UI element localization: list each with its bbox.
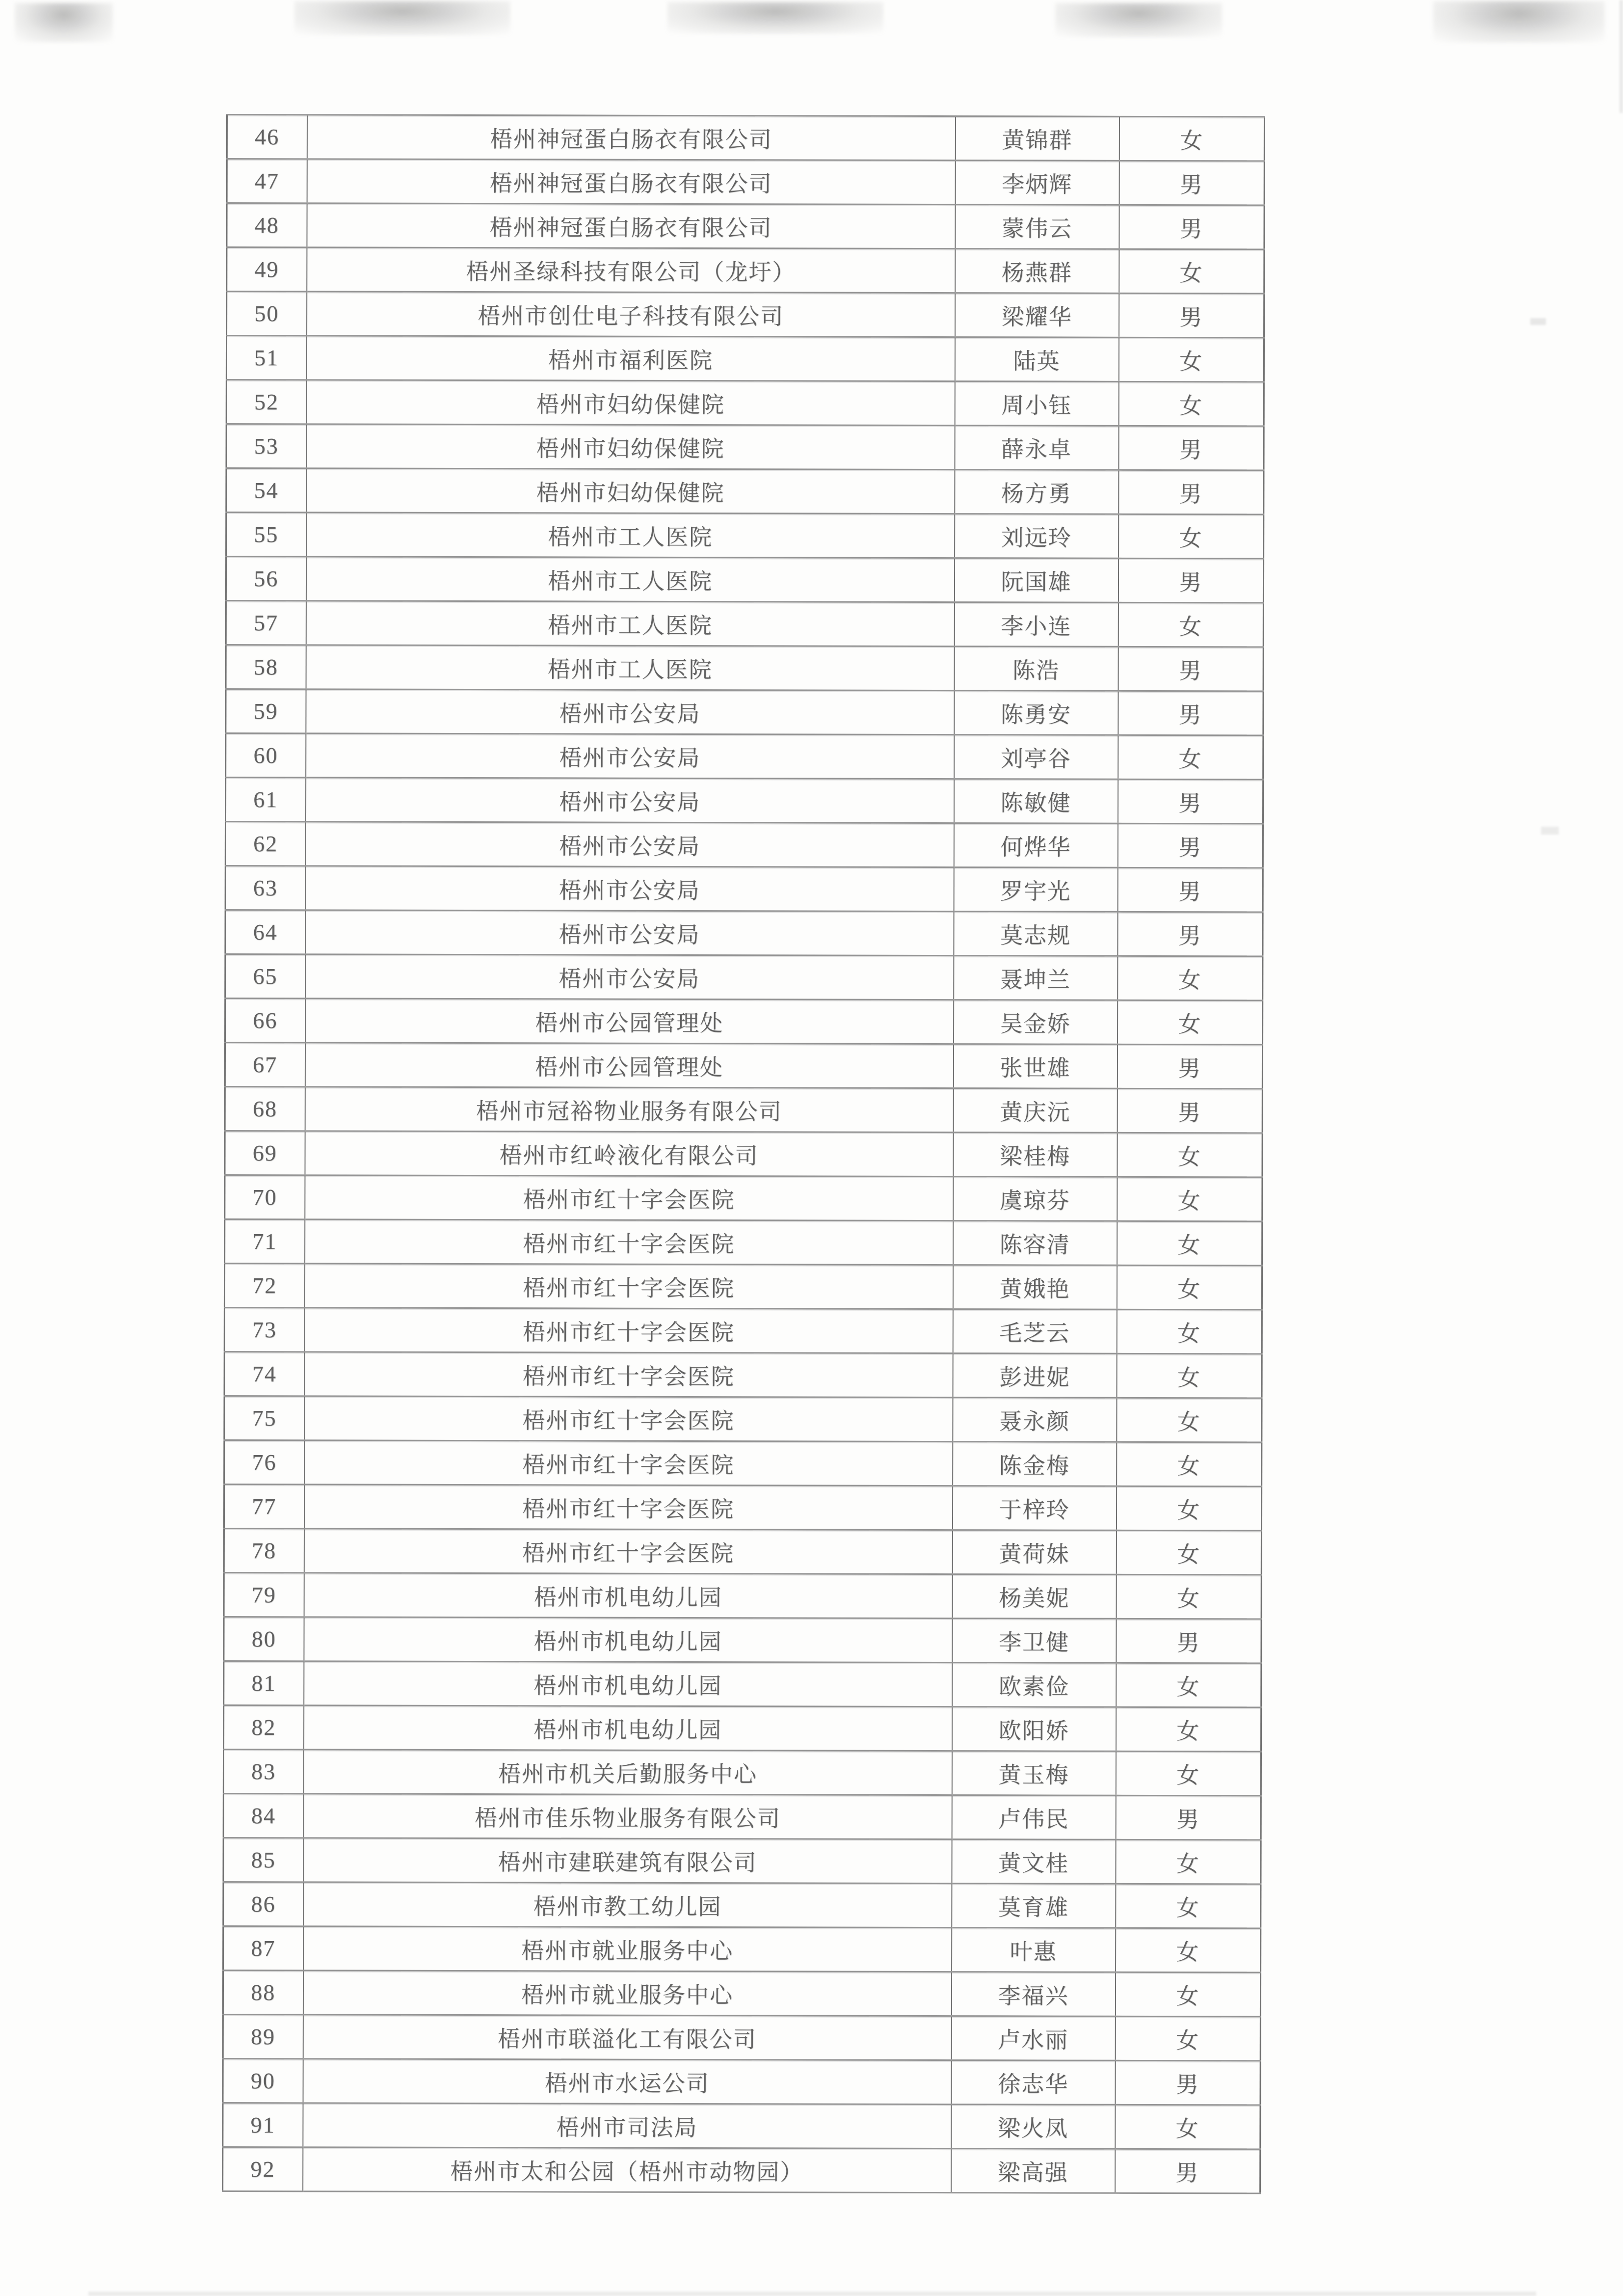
organization-cell: 梧州神冠蛋白肠衣有限公司 — [307, 203, 955, 249]
organization-cell: 梧州市红十字会医院 — [304, 1264, 953, 1309]
row-number-cell: 86 — [223, 1882, 303, 1926]
organization-cell: 梧州市公安局 — [305, 866, 954, 912]
gender-cell: 男 — [1117, 1044, 1262, 1089]
person-name-cell: 黄玉梅 — [952, 1751, 1116, 1796]
gender-cell: 女 — [1116, 1663, 1261, 1707]
person-name-cell: 莫育雄 — [952, 1884, 1116, 1928]
gender-cell: 女 — [1116, 1707, 1261, 1752]
organization-cell: 梧州市公安局 — [306, 689, 954, 735]
scanner-artifact — [1055, 3, 1222, 37]
gender-cell: 男 — [1119, 161, 1264, 205]
table-row — [223, 2014, 1260, 2060]
table-row — [223, 2103, 1260, 2149]
table-row — [225, 1219, 1262, 1265]
row-number-cell: 69 — [225, 1131, 305, 1175]
organization-cell: 梧州市红十字会医院 — [304, 1308, 953, 1353]
person-name-cell: 刘亭谷 — [954, 735, 1118, 780]
row-number-cell: 65 — [225, 954, 305, 998]
gender-cell: 女 — [1117, 1398, 1262, 1442]
row-number-cell: 80 — [224, 1617, 304, 1661]
person-name-cell: 陆英 — [955, 337, 1118, 382]
gender-cell: 女 — [1115, 2105, 1260, 2149]
table-row — [224, 1572, 1261, 1619]
person-name-cell: 梁火凤 — [951, 2105, 1115, 2149]
organization-cell: 梧州市红十字会医院 — [305, 1175, 953, 1221]
roster-table-body — [223, 115, 1265, 2193]
gender-cell: 女 — [1117, 1000, 1263, 1045]
organization-cell: 梧州市工人医院 — [306, 557, 954, 602]
person-name-cell: 聂坤兰 — [954, 956, 1117, 1000]
person-name-cell: 陈浩 — [954, 647, 1118, 691]
table-row — [227, 159, 1264, 205]
row-number-cell: 87 — [223, 1926, 303, 1970]
table-row — [224, 1396, 1262, 1442]
row-number-cell: 67 — [225, 1042, 305, 1086]
person-name-cell: 莫志规 — [954, 912, 1117, 956]
row-number-cell: 59 — [226, 689, 306, 733]
row-number-cell: 90 — [223, 2058, 303, 2103]
person-name-cell: 梁桂梅 — [953, 1133, 1117, 1177]
row-number-cell: 54 — [226, 468, 306, 513]
gender-cell: 男 — [1117, 779, 1263, 824]
organization-cell: 梧州市机电幼儿园 — [304, 1573, 952, 1619]
organization-cell: 梧州市公园管理处 — [305, 1043, 953, 1088]
gender-cell: 男 — [1116, 1795, 1261, 1840]
gender-cell: 男 — [1119, 293, 1264, 338]
person-name-cell: 李福兴 — [951, 1972, 1115, 2017]
table-row — [227, 115, 1264, 161]
person-name-cell: 杨美妮 — [952, 1574, 1116, 1619]
table-row — [224, 1307, 1262, 1353]
table-row — [224, 1351, 1262, 1398]
table-row — [224, 1263, 1262, 1309]
organization-cell: 梧州市就业服务中心 — [303, 1971, 951, 2016]
person-name-cell: 陈金梅 — [953, 1442, 1117, 1486]
organization-cell: 梧州市红十字会医院 — [305, 1219, 953, 1265]
person-name-cell: 薛永卓 — [955, 426, 1118, 470]
table-row — [226, 733, 1263, 780]
organization-cell: 梧州市公园管理处 — [305, 999, 954, 1044]
gender-cell: 女 — [1117, 1353, 1262, 1398]
organization-cell: 梧州市公安局 — [305, 954, 954, 1000]
organization-cell: 梧州市红十字会医院 — [304, 1440, 953, 1486]
row-number-cell: 76 — [224, 1440, 304, 1484]
gender-cell: 女 — [1116, 1751, 1261, 1796]
gender-cell: 女 — [1119, 249, 1264, 294]
person-name-cell: 李卫健 — [952, 1619, 1116, 1663]
gender-cell: 女 — [1117, 1265, 1262, 1310]
gender-cell: 女 — [1116, 1486, 1261, 1531]
table-row — [226, 424, 1264, 470]
person-name-cell: 周小钰 — [955, 381, 1118, 426]
row-number-cell: 46 — [227, 115, 307, 159]
gender-cell: 女 — [1116, 1574, 1261, 1619]
row-number-cell: 74 — [224, 1351, 304, 1396]
organization-cell: 梧州市建联建筑有限公司 — [303, 1838, 952, 1884]
organization-cell: 梧州市红十字会医院 — [304, 1352, 953, 1398]
gender-cell: 女 — [1115, 1972, 1260, 2017]
organization-cell: 梧州市公安局 — [305, 910, 954, 956]
row-number-cell: 68 — [225, 1086, 305, 1131]
person-name-cell: 黄荷妹 — [952, 1530, 1116, 1575]
row-number-cell: 81 — [224, 1661, 304, 1705]
gender-cell: 男 — [1118, 558, 1263, 603]
row-number-cell: 49 — [227, 247, 307, 292]
roster-table — [222, 114, 1265, 2194]
row-number-cell: 88 — [223, 1970, 303, 2014]
gender-cell: 女 — [1117, 1442, 1262, 1486]
row-number-cell: 61 — [225, 778, 305, 822]
gender-cell: 女 — [1119, 116, 1264, 161]
person-name-cell: 卢水丽 — [951, 2016, 1115, 2061]
row-number-cell: 47 — [227, 159, 307, 203]
gender-cell: 男 — [1117, 912, 1263, 956]
organization-cell: 梧州市机电幼儿园 — [304, 1617, 952, 1663]
row-number-cell: 73 — [224, 1307, 304, 1351]
person-name-cell: 梁耀华 — [955, 293, 1119, 338]
table-row — [223, 2058, 1260, 2105]
scanner-artifact — [88, 2292, 1536, 2296]
table-row — [225, 910, 1263, 956]
person-name-cell: 徐志华 — [951, 2060, 1115, 2105]
person-name-cell: 黄娥艳 — [953, 1265, 1117, 1310]
gender-cell: 女 — [1117, 956, 1263, 1000]
table-row — [224, 1705, 1261, 1751]
gender-cell: 女 — [1116, 1839, 1261, 1884]
table-row — [226, 336, 1264, 382]
scanner-artifact — [667, 2, 883, 34]
organization-cell: 梧州市工人医院 — [306, 513, 955, 558]
table-row — [223, 1926, 1261, 1972]
table-row — [226, 380, 1264, 426]
table-row — [226, 468, 1264, 514]
table-row — [225, 778, 1263, 824]
person-name-cell: 刘远玲 — [955, 514, 1118, 559]
table-row — [224, 1440, 1262, 1486]
person-name-cell: 黄锦群 — [955, 116, 1119, 161]
organization-cell: 梧州神冠蛋白肠衣有限公司 — [307, 115, 955, 161]
person-name-cell: 彭进妮 — [953, 1353, 1117, 1398]
row-number-cell: 72 — [224, 1263, 304, 1307]
organization-cell: 梧州市公安局 — [305, 778, 954, 823]
gender-cell: 女 — [1116, 1530, 1261, 1575]
person-name-cell: 于梓玲 — [952, 1486, 1116, 1531]
person-name-cell: 虞琼芬 — [953, 1177, 1117, 1221]
organization-cell: 梧州市机电幼儿园 — [304, 1661, 952, 1707]
person-name-cell: 卢伟民 — [952, 1795, 1116, 1840]
organization-cell: 梧州市红十字会医院 — [304, 1396, 953, 1442]
table-row — [227, 247, 1264, 294]
row-number-cell: 64 — [225, 910, 305, 954]
gender-cell: 女 — [1118, 514, 1264, 559]
organization-cell: 梧州市福利医院 — [306, 336, 955, 381]
row-number-cell: 56 — [226, 557, 306, 601]
row-number-cell: 70 — [225, 1175, 305, 1219]
organization-cell: 梧州市工人医院 — [306, 601, 954, 647]
gender-cell: 男 — [1117, 823, 1263, 868]
row-number-cell: 75 — [224, 1396, 304, 1440]
table-row — [225, 865, 1263, 912]
gender-cell: 男 — [1115, 2060, 1260, 2105]
person-name-cell: 李炳辉 — [955, 161, 1119, 205]
organization-cell: 梧州市佳乐物业服务有限公司 — [303, 1794, 952, 1839]
person-name-cell: 张世雄 — [953, 1044, 1117, 1089]
table-row — [225, 822, 1263, 868]
table-row — [225, 998, 1263, 1044]
organization-cell: 梧州市妇幼保健院 — [306, 468, 955, 514]
organization-cell: 梧州市红十字会医院 — [304, 1485, 952, 1530]
person-name-cell: 黄庆沅 — [953, 1088, 1117, 1133]
table-row — [227, 203, 1264, 249]
table-row — [224, 1528, 1261, 1574]
organization-cell: 梧州市太和公园（梧州市动物园） — [303, 2147, 951, 2193]
person-name-cell: 陈容清 — [953, 1221, 1117, 1266]
row-number-cell: 63 — [225, 865, 305, 910]
organization-cell: 梧州市公安局 — [305, 822, 954, 867]
row-number-cell: 83 — [223, 1749, 303, 1793]
scanner-artifact — [1620, 0, 1623, 113]
table-row — [225, 954, 1263, 1000]
row-number-cell: 92 — [223, 2147, 303, 2191]
gender-cell: 女 — [1117, 1133, 1262, 1177]
row-number-cell: 91 — [223, 2103, 303, 2147]
person-name-cell: 欧素俭 — [952, 1663, 1116, 1707]
table-row — [226, 557, 1263, 603]
person-name-cell: 李小连 — [954, 602, 1118, 647]
organization-cell: 梧州市红岭液化有限公司 — [305, 1131, 953, 1177]
gender-cell: 女 — [1115, 2016, 1260, 2061]
organization-cell: 梧州市妇幼保健院 — [306, 380, 955, 426]
person-name-cell: 聂永颜 — [953, 1398, 1117, 1442]
organization-cell: 梧州市就业服务中心 — [303, 1926, 952, 1972]
gender-cell: 女 — [1118, 381, 1264, 426]
table-row — [227, 292, 1264, 338]
table-row — [224, 1661, 1261, 1707]
row-number-cell: 48 — [227, 203, 307, 247]
person-name-cell: 叶惠 — [952, 1928, 1116, 1972]
person-name-cell: 毛芝云 — [953, 1309, 1117, 1354]
gender-cell: 男 — [1117, 1088, 1262, 1133]
person-name-cell: 蒙伟云 — [955, 205, 1119, 249]
organization-cell: 梧州市司法局 — [303, 2103, 951, 2149]
row-number-cell: 84 — [223, 1793, 303, 1837]
gender-cell: 女 — [1117, 1309, 1262, 1354]
person-name-cell: 罗宇光 — [954, 867, 1117, 912]
table-row — [223, 1749, 1261, 1795]
organization-cell: 梧州神冠蛋白肠衣有限公司 — [307, 159, 955, 205]
organization-cell: 梧州市创仕电子科技有限公司 — [307, 292, 955, 337]
gender-cell: 女 — [1117, 1221, 1262, 1266]
row-number-cell: 52 — [226, 380, 306, 424]
person-name-cell: 欧阳娇 — [952, 1707, 1116, 1752]
gender-cell: 女 — [1118, 602, 1263, 647]
row-number-cell: 60 — [226, 733, 306, 778]
gender-cell: 男 — [1118, 470, 1264, 514]
organization-cell: 梧州市冠裕物业服务有限公司 — [305, 1087, 953, 1133]
table-row — [226, 513, 1264, 559]
gender-cell: 女 — [1116, 1928, 1261, 1972]
organization-cell: 梧州市机电幼儿园 — [304, 1705, 952, 1751]
organization-cell: 梧州市水运公司 — [303, 2059, 951, 2105]
person-name-cell: 黄文桂 — [952, 1839, 1116, 1884]
scanner-artifact — [1541, 827, 1559, 835]
gender-cell: 男 — [1115, 2149, 1260, 2193]
table-row — [223, 1793, 1261, 1839]
row-number-cell: 58 — [226, 645, 306, 689]
table-row — [225, 1042, 1262, 1088]
row-number-cell: 82 — [224, 1705, 304, 1749]
organization-cell: 梧州市联溢化工有限公司 — [303, 2015, 951, 2060]
row-number-cell: 89 — [223, 2014, 303, 2058]
gender-cell: 男 — [1117, 867, 1263, 912]
table-row — [224, 1484, 1261, 1530]
person-name-cell: 杨燕群 — [955, 249, 1119, 294]
gender-cell: 男 — [1119, 205, 1264, 249]
row-number-cell: 62 — [225, 822, 305, 866]
organization-cell: 梧州市工人医院 — [306, 645, 954, 691]
gender-cell: 男 — [1116, 1619, 1261, 1663]
gender-cell: 女 — [1118, 735, 1263, 780]
row-number-cell: 50 — [227, 292, 307, 336]
row-number-cell: 77 — [224, 1484, 304, 1528]
person-name-cell: 阮国雄 — [954, 558, 1118, 603]
table-row — [226, 689, 1263, 735]
organization-cell: 梧州市教工幼儿园 — [303, 1882, 952, 1928]
row-number-cell: 57 — [226, 601, 306, 645]
row-number-cell: 79 — [224, 1572, 304, 1617]
organization-cell: 梧州市公安局 — [306, 733, 954, 779]
row-number-cell: 55 — [226, 513, 306, 557]
person-name-cell: 陈勇安 — [954, 691, 1118, 735]
scanned-page-table-area — [222, 114, 1264, 2194]
gender-cell: 男 — [1118, 691, 1263, 735]
row-number-cell: 53 — [226, 424, 306, 468]
row-number-cell: 51 — [226, 336, 306, 380]
row-number-cell: 66 — [225, 998, 305, 1042]
organization-cell: 梧州市机关后勤服务中心 — [303, 1750, 952, 1795]
gender-cell: 男 — [1118, 647, 1263, 691]
gender-cell: 男 — [1118, 426, 1264, 470]
table-row — [223, 2147, 1260, 2193]
gender-cell: 女 — [1117, 1177, 1262, 1221]
person-name-cell: 吴金娇 — [954, 1000, 1117, 1045]
row-number-cell: 71 — [225, 1219, 305, 1263]
organization-cell: 梧州圣绿科技有限公司（龙圩） — [307, 247, 955, 293]
organization-cell: 梧州市妇幼保健院 — [306, 424, 955, 470]
scanner-artifact — [15, 3, 113, 42]
person-name-cell: 杨方勇 — [955, 470, 1118, 514]
table-row — [226, 601, 1263, 647]
person-name-cell: 何烨华 — [954, 823, 1117, 868]
table-row — [225, 1086, 1262, 1133]
person-name-cell: 陈敏健 — [954, 779, 1117, 824]
gender-cell: 女 — [1118, 337, 1264, 382]
row-number-cell: 78 — [224, 1528, 304, 1572]
scanner-artifact — [294, 1, 510, 35]
scanner-artifact — [1530, 318, 1546, 325]
table-row — [225, 1175, 1262, 1221]
table-row — [223, 1837, 1261, 1884]
organization-cell: 梧州市红十字会医院 — [304, 1529, 952, 1574]
table-row — [223, 1882, 1261, 1928]
table-row — [224, 1617, 1261, 1663]
table-row — [225, 1131, 1262, 1177]
table-row — [223, 1970, 1260, 2016]
gender-cell: 女 — [1116, 1884, 1261, 1928]
person-name-cell: 梁高强 — [951, 2149, 1115, 2193]
table-row — [226, 645, 1263, 691]
scanner-artifact — [1433, 1, 1605, 43]
row-number-cell: 85 — [223, 1837, 303, 1882]
